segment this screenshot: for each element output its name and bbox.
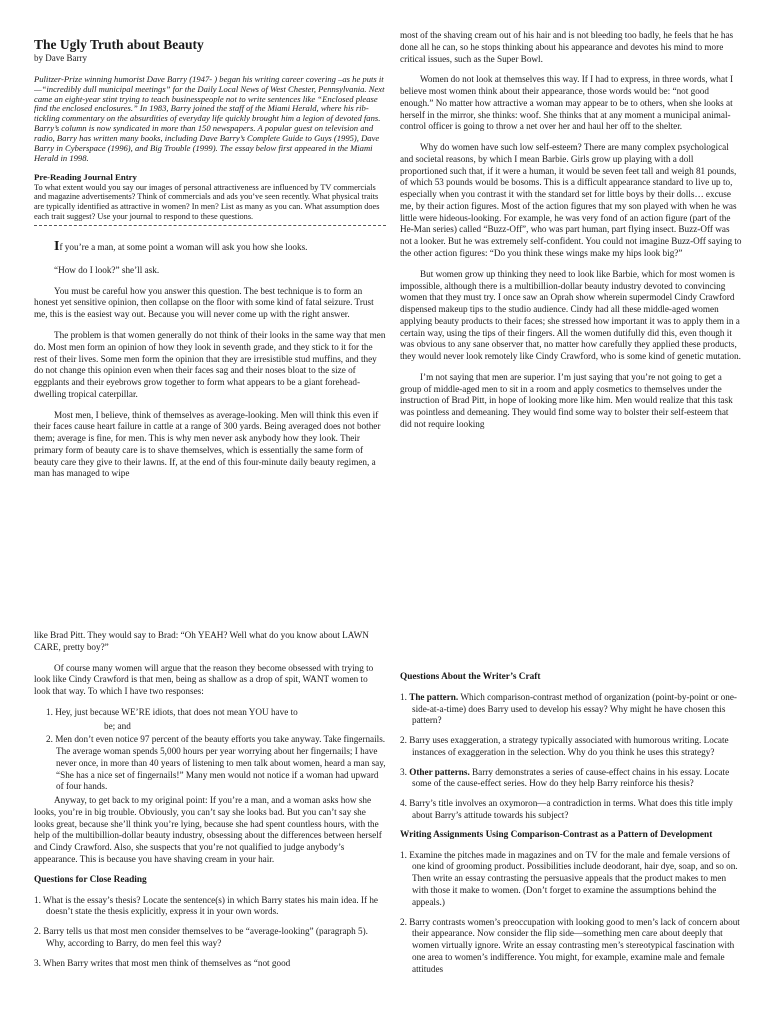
left-column-top — [34, 36, 386, 556]
paragraph-4: The problem is that women generally do not think of their looks in the same way that men do. Most men form an opinion of how they look in seventh grade, and they stick to it for the rest of their lives. Some men form the opinion that they are irresistible stud muffins, and they do not change this opinion even when their faces sag and their noses bloat to the size of eggplants and their eyebrows grow together to form what appears to be a giant forehead-dwelling tropical caterpillar. — [34, 330, 386, 399]
craft-question-2: 2. Barry uses exaggeration, a strategy typically associated with humorous writing. Locate instances of exaggeration in the selection. Why do you think he uses this strategy? — [400, 735, 729, 757]
paragraph-5: Most men, I believe, think of themselves as average-looking. Men will think this even if their faces cause heart failure in cattle at a range of 300 yards. Being averaged does not bother them; average is fine, for men. This is why men never ask anybody how they look. Their primary form of beauty care is to shave themselves, which is essentially the same form of beauty care they give to their lawns. If, at the end of this four-minute daily beauty regimen, a man has managed to wipe — [34, 409, 381, 479]
right-column-bottom — [400, 666, 742, 1024]
writing-assignment-1: 1. Examine the pitches made in magazines and on TV for the male and female versions of one kind of grooming product. Possibilities include deodorant, hair dye, soap, and so on. Then write an essay contrasting the persuasive appeals that the product makes to men with those it make to women. (Don’t forget to examine the assumptions behind the appeals.) — [400, 849, 738, 907]
craft-question-1-number: 1. — [400, 691, 407, 702]
dashed-divider — [34, 225, 386, 226]
paragraph-5-continued: most of the shaving cream out of his hair and is not bleeding too badly, he feels that he has done all he can, so he stops thinking about his appearance and devotes his mind to more critical issues, such as the Super Bowl. — [400, 30, 734, 64]
page-bottom — [0, 622, 768, 1024]
byline: by Dave Barry — [34, 53, 87, 64]
writers-craft-heading: Questions About the Writer’s Craft — [400, 672, 541, 682]
craft-question-1 — [400, 692, 742, 727]
left-column-bottom — [34, 630, 386, 1024]
paragraph-9: I’m not saying that men are superior. I’m just saying that you’re not going to get a group of middle-aged men to sit in a room and apply cosmetics to themselves under the instruction of Brad Pitt, in hope of looking more like him. Men would realize that this task was pointless and demeaning. They would find some way to bolster their self-esteem that did not require looking — [400, 371, 733, 429]
paragraph-7: Why do women have such low self-esteem? There are many complex psychological and societal reasons, by which I mean Barbie. Girls grow up playing with a doll proportioned such that, if it were a human, it would be seven feet tall and weigh 81 pounds, of which 53 pounds would be bosoms. This is a difficult appearance standard to live up to, especially when you contrast it with the standard set for little boys by their dolls… excuse me, by their action figures. Most of the action figures that my son played with when he was little were hideous-looking. For example, he was very fond of an action figure (part of the He-Man series) called “Buzz-Off”, who was part human, part flying insect. Buzz-Off was not a looker. But he was extremely self-confident. You could not imagine Buzz-Off saying to the other action figures: “Do you think these wings make my hips look big?” — [400, 142, 742, 259]
response-1-tail: be; and — [104, 720, 131, 731]
paragraph-1-text: f you’re a man, at some point a woman will ask you how she looks. — [59, 242, 308, 253]
craft-question-1-label: The pattern. — [409, 691, 459, 702]
essay-title: The Ugly Truth about Beauty — [34, 37, 204, 52]
close-reading-question-1: 1. What is the essay’s thesis? Locate the sentence(s) in which Barry states his main idea. If he doesn’t state the thesis explicitly, express it in your own words. — [34, 894, 379, 917]
paragraph-8: But women grow up thinking they need to look like Barbie, which for most women is impossible, although there is a multibillion-dollar beauty industry devoted to convincing women that they must try. I once saw an Oprah show wherein supermodel Cindy Crawford dispensed makeup tips to the studio audience. Cindy had all these middle-aged women applying beauty products to their faces; she stressed how important it was to apply them in a certain way, using the tips of their fingers. All the women dutifully did this, even though it was obvious to any sane observer that, no matter how carefully they applied these products, they would never look remotely like Cindy Crawford, who is some kind of genetic mutation. — [400, 268, 741, 362]
craft-question-4: 4. Barry’s title involves an oxymoron—a contradiction in terms. What does this title imply about Barry’s attitude towards his subject? — [400, 798, 733, 821]
paragraph-1 — [34, 238, 386, 256]
drop-cap: I — [54, 239, 60, 255]
paragraph-9-continued: like Brad Pitt. They would say to Brad: “Oh YEAH? Well what do you know about LAWN CARE, pretty boy?” — [34, 630, 369, 652]
close-reading-question-2: 2. Barry tells us that most men consider themselves to be “average-looking” (paragraph 5). Why, according to Barry, do men feel this way? — [34, 926, 368, 948]
close-reading-heading: Questions for Close Reading — [34, 874, 147, 885]
response-2: 2. Men don’t even notice 97 percent of the beauty efforts you take anyway. Take fingernails. The average woman spends 5,000 hours per year worrying about her fingernails; I have never once, in more than 40 years of listening to men talk about women, heard a man say, “She has a nice set of fingernails!” Many men would not notice if a woman had upward of four hands. — [46, 734, 386, 792]
paragraph-11: Anyway, to get back to my original point: If you’re a man, and a woman asks how she looks, you’re in big trouble. Obviously, you can’t say she looks bad. But you can’t say she looks great, because she’ll think you’re lying, because she had spent countless hours, with the help of the multibillion-dollar beauty industry, obsessing about the differences between herself and Cindy Crawford. Also, she suspects that you’re not qualified to judge anybody’s appearance. This is because you have shaving cream in your hair. — [34, 795, 382, 865]
writing-assignment-2: 2. Barry contrasts women’s preoccupation with looking good to men’s lack of concern about their appearance. Now consider the flip side—something men care about deeply that women virtually ignore. Write an essay contrasting men’s stereotypical fascination with one area to women’s indifference. You might, for example, examine male and female attitudes — [400, 916, 740, 974]
response-1: 1. Hey, just because WE’RE idiots, that does not mean YOU have to — [46, 706, 298, 717]
close-reading-question-3: 3. When Barry writes that most men think of themselves as “not good — [34, 957, 291, 968]
right-column-top — [400, 30, 742, 556]
craft-question-3-number: 3. — [400, 766, 407, 777]
craft-question-3-text: Barry demonstrates a series of cause-effect chains in his essay. Locate some of the cause-effect series. How do they help Barry reinforce his thesis? — [412, 766, 730, 789]
paragraph-6: Women do not look at themselves this way. If I had to express, in three words, what I believe most women think about their appearance, those words would be: “not good enough.” No matter how attractive a woman may appear to be to others, when she looks at herself in the mirror, she thinks: woof. She thinks that at any moment a municipal animal-control officer is going to throw a net over her and haul her off to the shelter. — [400, 74, 734, 132]
craft-question-3-label: Other patterns. — [409, 766, 470, 777]
author-intro: Pulitzer-Prize winning humorist Dave Barry (1947- ) began his writing career covering –as he puts it—“incredibly dull municipal meetings” for the Daily Local News of West Chester, Pennsylvania. Next came an eight-year stint trying to teach businesspeople not to write sentences like “Enclosed please find the enclosed enclosures.” In 1983, Barry joined the staff of the Miami Herald, where his rib-tickling commentary on the absurdities of everyday life quickly brought him a legion of devoted fans. Barry’s column is now syndicated in more than 150 newspapers. A popular guest on television and radio, Barry has written many books, including Dave Barry’s Complete Guide to Guys (1995), Dave Barry in Cyberspace (1996), and Big Trouble (1999). The essay below first appeared in the Miami Herald in 1998. — [34, 73, 385, 163]
paragraph-10: Of course many women will argue that the reason they become obsessed with trying to look like Cindy Crawford is that men, being as shallow as a drop of spit, WANT women to look that way. To which I have two responses: — [34, 662, 374, 697]
writing-assignments-heading: Writing Assignments Using Comparison-Contrast as a Pattern of Development — [400, 829, 713, 840]
paragraph-2: “How do I look?” she’ll ask. — [54, 264, 160, 275]
journal-heading: Pre-Reading Journal Entry — [34, 171, 137, 182]
craft-question-1-text: Which comparison-contrast method of organization (point-by-point or one-side-at-a-time) does Barry used to develop his essay? Why might he have chosen this pattern? — [412, 691, 737, 726]
journal-text: To what extent would you say our images of personal attractiveness are influenced by TV commercials and magazine advertisements? Think of commercials and ads you’ve seen recently. What physical traits are typically identified as attractive in women? In men? List as many as you can. What assumption does each trait suggest? Use your journal to respond to these questions. — [34, 182, 380, 221]
craft-question-3 — [400, 767, 742, 791]
paragraph-3: You must be careful how you answer this question. The best technique is to form an honest yet sensitive opinion, then collapse on the floor with some kind of fatal seizure. Trust me, this is the easiest way out. Because you will never come up with the right answer. — [34, 285, 374, 320]
